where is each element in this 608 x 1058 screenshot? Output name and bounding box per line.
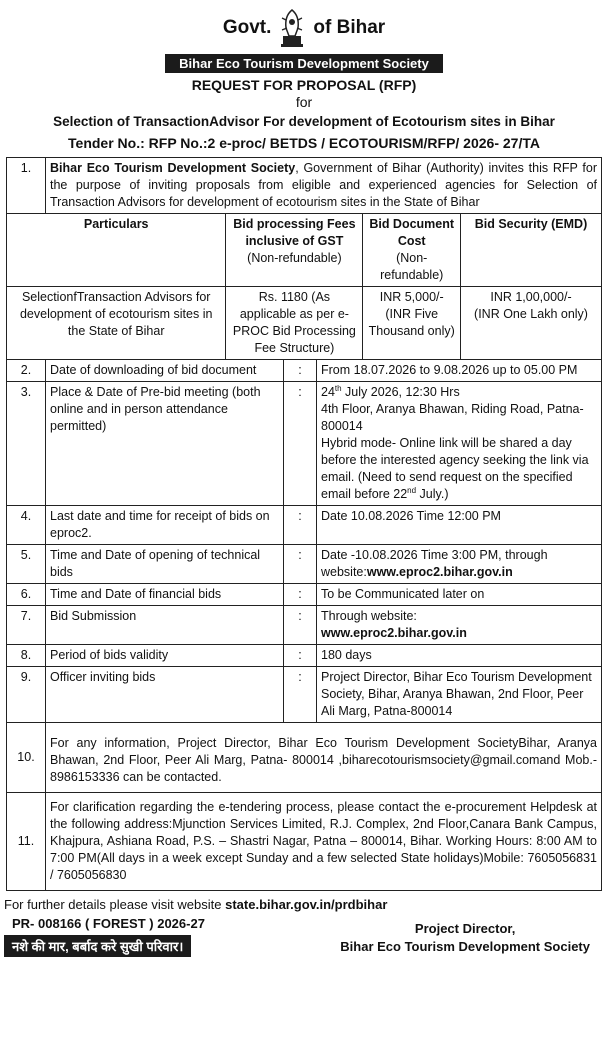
row-label: Time and Date of financial bids	[46, 584, 284, 606]
row-colon: :	[284, 645, 317, 667]
row-colon: :	[284, 667, 317, 723]
fees-header-particulars	[7, 214, 226, 287]
fees-header-emd	[461, 214, 602, 287]
fees-header-label: Bid Security (EMD)	[474, 217, 588, 231]
row-colon: :	[284, 584, 317, 606]
intro-body: , Government of Bihar (Authority) invites this RFP for the purpose of inviting proposals from eligible and experienced agencies for Selection of Transaction Advisors for development of ecotourism sites in the State of Bihar	[50, 161, 598, 209]
row-number: 5.	[7, 545, 46, 584]
selection-title: Selection of TransactionAdvisor For development of Ecotourism sites in Bihar	[53, 114, 555, 129]
pr-number: PR- 008166 ( FOREST ) 2026-27	[12, 916, 205, 931]
table-row	[7, 584, 602, 606]
fees-processing: Rs. 1180 (As applicable as per e-PROC Bid Processing Fee Structure)	[226, 287, 363, 360]
fees-header-sub: (Non-refundable)	[247, 251, 342, 265]
row-number: 1.	[7, 158, 46, 214]
rfp-title: REQUEST FOR PROPOSAL (RFP)	[191, 77, 417, 93]
govt-title	[4, 0, 604, 52]
table-row	[7, 723, 602, 793]
row-value: To be Communicated later on	[317, 584, 602, 606]
prebid-hybrid: Hybrid mode- Online link will be shared a day before the interested agency seeking the link via email. (Need to send request on the specified email before 22	[321, 436, 589, 501]
row-colon: :	[284, 545, 317, 584]
tender-number	[4, 135, 604, 151]
note-text: For clarification regarding the e-tendering process, please contact the e-procurement Helpdesk at the following address:Mjunction Services Limited, R.J. Complex, 2nd Floor,Canara Bank Campus, Khajpura, Ashiana Road, P.S. – Shastri Nagar, Patna – 800014, Bihar. Working Hours: 8:00 AM to 7:00 PM(All days in a week except Sunday and a few selected State holidays)Mobile: 7605056831 / 7605056830	[46, 793, 602, 891]
row-value: Date 10.08.2026 Time 12:00 PM	[317, 506, 602, 545]
table-row	[7, 360, 602, 382]
prebid-hybrid-suffix: nd	[407, 485, 417, 495]
row-label: Bid Submission	[46, 606, 284, 645]
visit-text: For further details please visit website	[4, 897, 226, 912]
fees-particulars: SelectionfTransaction Advisors for development of ecotourism sites in the State of Bihar	[7, 287, 226, 360]
row-label: Date of downloading of bid document	[46, 360, 284, 382]
prebid-date: July 2026, 12:30 Hrs	[341, 385, 460, 399]
prebid-day-suffix: th	[334, 383, 342, 393]
fees-header-row	[7, 214, 602, 287]
details-table	[6, 359, 602, 723]
fees-header-processing	[226, 214, 363, 287]
further-details	[4, 897, 604, 912]
row-colon: :	[284, 360, 317, 382]
society-banner: Bihar Eco Tourism Development Society	[165, 54, 443, 73]
prebid-place: 4th Floor, Aranya Bhawan, Riding Road, Patna-800014	[321, 402, 584, 433]
row-value: From 18.07.2026 to 9.08.2026 up to 05.00 PM	[317, 360, 602, 382]
eproc-link[interactable]: www.eproc2.bihar.gov.in	[366, 565, 513, 579]
rfp-table	[6, 157, 602, 360]
fees-value-row	[7, 287, 602, 360]
note-text: For any information, Project Director, Bihar Eco Tourism Development SocietyBihar, Aranya Bhawan, 2nd Floor, Peer Ali Marg, Patna- 800014 ,biharecotourismsociety@gmail.comand Mob.- 8986153336 can be contacted.	[46, 723, 602, 793]
row-label: Period of bids validity	[46, 645, 284, 667]
row-label: Officer inviting bids	[46, 667, 284, 723]
table-row	[7, 793, 602, 891]
table-row	[7, 606, 602, 645]
signature-block	[340, 920, 590, 956]
row-number: 2.	[7, 360, 46, 382]
row-value-text: Date -10.08.2026 Time 3:00 PM, through	[321, 548, 548, 562]
footer-left	[4, 912, 205, 957]
notice-header	[4, 0, 604, 151]
row-value: Project Director, Bihar Eco Tourism Development Society, Bihar, Aranya Bhawan, 2nd Floor, Peer Ali Marg, Patna-800014	[317, 667, 602, 723]
website-link[interactable]: state.bihar.gov.in/prdbihar	[225, 897, 388, 912]
table-row	[7, 382, 602, 506]
fees-doc-cost: INR 5,000/- (INR Five Thousand only)	[363, 287, 461, 360]
row-value	[317, 606, 602, 645]
row-value: 180 days	[317, 645, 602, 667]
row-number: 6.	[7, 584, 46, 606]
eproc-link[interactable]: www.eproc2.bihar.gov.in	[321, 626, 467, 640]
row-value-text: Through website:	[321, 609, 417, 623]
footer-row	[4, 912, 604, 957]
fees-header-label: Particulars	[83, 217, 149, 231]
row-number: 4.	[7, 506, 46, 545]
row-number: 11.	[7, 793, 46, 891]
fees-header-label: Bid processing Fees inclusive of GST	[233, 217, 356, 248]
govt-left: Govt.	[222, 17, 272, 38]
tender-label: Tender No.:	[68, 135, 145, 151]
tender-value: RFP No.:2 e-proc/ BETDS / ECOTOURISM/RFP/ 2026- 27/TA	[148, 135, 540, 151]
table-row	[7, 545, 602, 584]
intro-org: Bihar Eco Tourism Development Society	[50, 161, 296, 175]
for-text: for	[295, 94, 313, 110]
table-row	[7, 645, 602, 667]
row-colon: :	[284, 382, 317, 506]
govt-right: of Bihar	[313, 17, 386, 38]
sign-title: Project Director,	[414, 921, 516, 936]
intro-row	[7, 158, 602, 214]
row-colon: :	[284, 506, 317, 545]
row-number: 10.	[7, 723, 46, 793]
row-number: 3.	[7, 382, 46, 506]
notes-table	[6, 722, 602, 891]
fees-header-label: Bid Document Cost	[369, 217, 455, 248]
table-row	[7, 667, 602, 723]
row-label: Time and Date of opening of technical bids	[46, 545, 284, 584]
prebid-hybrid-end: July.)	[416, 487, 449, 501]
row-number: 8.	[7, 645, 46, 667]
slogan-banner: नशे की मार, बर्बाद करे सुखी परिवार।	[4, 935, 191, 957]
fees-emd: INR 1,00,000/- (INR One Lakh only)	[461, 287, 602, 360]
row-colon: :	[284, 606, 317, 645]
row-value-label: website:	[321, 565, 367, 579]
fees-header-doc-cost	[363, 214, 461, 287]
sign-org: Bihar Eco Tourism Development Society	[340, 939, 590, 954]
emblem-icon	[277, 6, 307, 50]
row-number: 7.	[7, 606, 46, 645]
prebid-day: 24	[321, 385, 335, 399]
intro-text	[46, 158, 602, 214]
row-label: Last date and time for receipt of bids on eproc2.	[46, 506, 284, 545]
row-number: 9.	[7, 667, 46, 723]
fees-header-sub: (Non-refundable)	[380, 251, 444, 282]
row-value	[317, 382, 602, 506]
table-row	[7, 506, 602, 545]
row-label: Place & Date of Pre-bid meeting (both online and in person attendance permitted)	[46, 382, 284, 506]
row-value	[317, 545, 602, 584]
